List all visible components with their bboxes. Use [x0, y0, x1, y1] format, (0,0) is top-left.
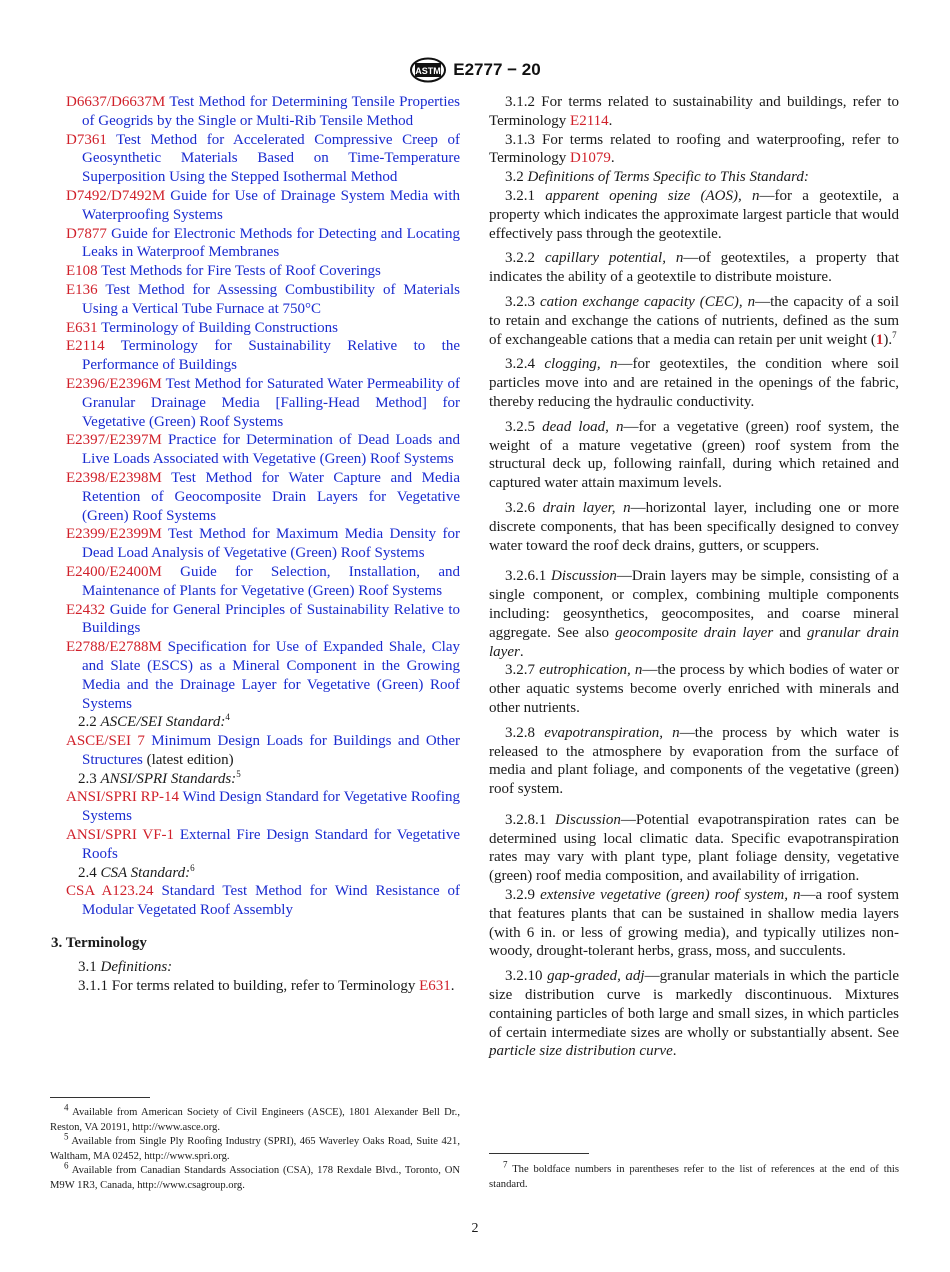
- ref-title[interactable]: Test Method for Accelerated Compressive Creep of Geosynthetic Materials Based on Time-Temperature Superposition Using the Stepped Isothermal Method: [82, 131, 460, 186]
- ref-e108[interactable]: [66, 262, 460, 281]
- ref-d6637-d6637m[interactable]: [66, 93, 460, 131]
- def-3-2-6-1: 3.2.6.1 Discussion—Drain layers may be simple, consisting of a single component, or complex, combining multiple components including: geosynthetics, geocomposites, and coarse mineral aggregate. See also geocomposite drain layer and granular drain layer.: [489, 568, 900, 660]
- section-3-1: 3.1 Definitions:: [78, 958, 173, 975]
- ref-code[interactable]: E108: [66, 263, 98, 280]
- footnote-6: $^6$ Available from Canadian Standards Association (CSA), 178 Rexdale Blvd., Toronto, ON M9W 1R3, Canada, http://www.csagroup.org.: [50, 1160, 460, 1191]
- section-3-2: 3.2 Definitions of Terms Specific to This Standard:: [505, 169, 809, 186]
- ref-code[interactable]: E2396/E2396M: [66, 375, 162, 392]
- def-3-2-8: 3.2.8 evapotranspiration, n—the process by which water is released to the atmosphere by evaporation from the surface of media and plant foliage, and components of the vegetative (green) roof system.: [489, 724, 900, 798]
- ref-title[interactable]: Test Method for Assessing Combustibility of Materials Using a Vertical Tube Furnace at 750°C: [82, 281, 461, 317]
- ref-code[interactable]: E2432: [66, 601, 106, 618]
- ref-code[interactable]: D7361: [66, 131, 107, 148]
- referenced-documents-list: [66, 93, 460, 713]
- ref-e2396-e2396m[interactable]: [66, 375, 460, 431]
- ref-code[interactable]: E2788/E2788M: [66, 639, 162, 656]
- footnote-5: $^5$ Available from Single Ply Roofing Industry (SPRI), 465 Waverley Oaks Road, Suite 421, Waltham, MA 02452, http://www.spri.org.: [50, 1131, 460, 1162]
- ref-ansi-spri-rp-14[interactable]: ANSI/SPRI RP-14 Wind Design Standard for Vegetative Roofing Systems: [66, 789, 460, 825]
- def-3-2-10: 3.2.10 gap-graded, adj—granular materials in which the particle size distribution curve is markedly discontinuous. Mixtures containing particles of both large and small sizes, in which particles of certain intermediate sizes are wholly or substantially absent. See particle size distribution curve.: [489, 968, 899, 1060]
- ref-title[interactable]: Test Method for Maximum Media Density for Dead Load Analysis of Vegetative (Green) Roof Systems: [82, 526, 460, 562]
- standard-designation: E2777 − 20: [453, 60, 541, 79]
- terminology-heading: 3. Terminology: [51, 935, 147, 952]
- footnote-rule-left: [50, 1097, 150, 1098]
- ref-title[interactable]: Specification for Use of Expanded Shale, Clay and Slate (ESCS) as a Mineral Component in the Growing Media and the Drainage Layer for Vegetative (Green) Roof Systems: [82, 639, 460, 712]
- link-d1079[interactable]: D1079: [570, 150, 611, 167]
- section-3-1-1: 3.1.1 For terms related to building, refer to Terminology E631.: [78, 977, 455, 994]
- ref-title[interactable]: Guide for Use of Drainage System Media with Waterproofing Systems: [82, 187, 460, 223]
- ref-ansi-spri-vf-1[interactable]: ANSI/SPRI VF-1 External Fire Design Standard for Vegetative Roofs: [66, 827, 460, 862]
- ref-code[interactable]: E136: [66, 281, 98, 298]
- page-number: 2: [471, 1221, 479, 1236]
- section-3-1-3: 3.1.3 For terms related to roofing and waterproofing, refer to Terminology D1079.: [489, 131, 899, 167]
- ref-e631[interactable]: [66, 319, 460, 338]
- ref-e2398-e2398m[interactable]: [66, 469, 460, 525]
- ref-title[interactable]: Terminology of Building Constructions: [101, 319, 339, 336]
- footnote-4: $^4$ Available from American Society of Civil Engineers (ASCE), 1801 Alexander Bell Dr., Reston, VA 20191, http://www.asce.org.: [50, 1102, 460, 1133]
- footnote-rule-right: [489, 1153, 589, 1154]
- left-column: [51, 93, 461, 995]
- def-3-2-4: 3.2.4 clogging, n—for geotextiles, the condition where soil particles move into and are retained in the openings of the fabric, thereby reducing the hydraulic conductivity.: [489, 356, 899, 410]
- ref-title[interactable]: Guide for General Principles of Sustainability Relative to Buildings: [82, 601, 460, 637]
- right-column: [489, 93, 899, 1061]
- astm-logo-icon: [409, 57, 447, 83]
- ref-title[interactable]: Terminology for Sustainability Relative to the Performance of Buildings: [82, 338, 461, 374]
- ref-e2399-e2399m[interactable]: [66, 525, 460, 563]
- def-3-2-6: 3.2.6 drain layer, n—horizontal layer, including one or more discrete components, that has been specifically designed to convey water toward the roof deck drains, gutters, or scuppers.: [489, 499, 899, 554]
- ref-e2432[interactable]: [66, 601, 460, 639]
- ref-csa-a123-24[interactable]: CSA A123.24 Standard Test Method for Wind Resistance of Modular Vegetated Roof Assembly: [66, 883, 461, 919]
- ref-d7492-d7492m[interactable]: [66, 187, 460, 225]
- ref-title[interactable]: Test Methods for Fire Tests of Roof Coverings: [101, 263, 381, 280]
- ref-e136[interactable]: [66, 281, 460, 319]
- ref-d7877[interactable]: [66, 225, 460, 263]
- ref-title[interactable]: Guide for Selection, Installation, and Maintenance of Plants for Vegetative (Green) Roof Systems: [82, 563, 461, 599]
- ref-code[interactable]: D6637/D6637M: [66, 94, 166, 110]
- footnotes-right: [489, 1159, 899, 1192]
- ref-title[interactable]: Test Method for Determining Tensile Properties of Geogrids by the Single or Multi-Rib Tensile Method: [82, 94, 460, 129]
- ref-e2788-e2788m[interactable]: [66, 638, 460, 713]
- def-3-2-2: 3.2.2 capillary potential, n—of geotextiles, a property that indicates the ability of a geotextile to distribute moisture.: [489, 250, 899, 286]
- ref-asce-sei-7[interactable]: ASCE/SEI 7 Minimum Design Loads for Buildings and Other Structures (latest edition): [66, 733, 460, 768]
- ref-code[interactable]: E2397/E2397M: [66, 432, 162, 449]
- def-3-2-7: 3.2.7 eutrophication, n—the process by which bodies of water or other aquatic systems become overly enriched with minerals and other nutrients.: [489, 662, 899, 716]
- def-3-2-5: 3.2.5 dead load, n—for a vegetative (green) roof system, the weight of a mature vegetative (green) roof system from the structural deck up, following rainfall, during which retained and captured water attain maximum levels.: [489, 418, 899, 492]
- ref-e2397-e2397m[interactable]: [66, 431, 460, 469]
- section-2-3: 2.3 ANSI/SPRI Standards:$^5$: [78, 768, 241, 787]
- def-3-2-9: 3.2.9 extensive vegetative (green) roof system, n—a roof system that features plants that can be sustained in shallow media layers (with 6 in. or less of growing media), and typically utilizes non-woody, drought-tolerant herbs, grass, moss, and succulents.: [489, 887, 900, 960]
- footnotes-left: [50, 1102, 460, 1194]
- ref-link-1[interactable]: 1: [875, 331, 884, 348]
- link-e631[interactable]: E631: [419, 977, 451, 994]
- ref-title[interactable]: Practice for Determination of Dead Loads and Live Loads Associated with Vegetative (Green) Roof Systems: [82, 432, 461, 468]
- ref-code[interactable]: E2399/E2399M: [66, 526, 162, 543]
- link-e2114[interactable]: E2114: [570, 112, 609, 129]
- def-3-2-8-1: 3.2.8.1 Discussion—Potential evapotranspiration rates can be determined using local climatic data. Specific evapotranspiration rates may vary with plant type, plant foliage density, vegetative (green) roof media composition, and availability of irrigation.: [489, 811, 899, 885]
- section-2-2: 2.2 ASCE/SEI Standard:$^4$: [78, 712, 230, 731]
- ref-code[interactable]: E2400/E2400M: [66, 563, 162, 580]
- footnote-7: $^7$ The boldface numbers in parentheses refer to the list of references at the end of this standard.: [489, 1159, 899, 1190]
- ref-code[interactable]: E2114: [66, 338, 105, 355]
- def-3-2-3: 3.2.3 cation exchange capacity (CEC), n—the capacity of a soil to retain and exchange the cations of nutrients, defined as the sum of exchangeable cations that a media can retain per unit weight (1).$^7$: [489, 293, 899, 348]
- ref-d7361[interactable]: [66, 131, 460, 187]
- section-2-4: 2.4 CSA Standard:$^6$: [78, 862, 195, 881]
- section-3-1-2: 3.1.2 For terms related to sustainability and buildings, refer to Terminology E2114.: [489, 94, 899, 129]
- ref-code[interactable]: E631: [66, 319, 98, 336]
- svg-text:ASTM: ASTM: [415, 66, 442, 76]
- ref-code[interactable]: E2398/E2398M: [66, 469, 162, 486]
- ref-title[interactable]: Guide for Electronic Methods for Detecting and Locating Leaks in Waterproof Membranes: [82, 225, 460, 261]
- ref-code[interactable]: D7877: [66, 225, 107, 242]
- ref-code[interactable]: D7492/D7492M: [66, 187, 166, 204]
- def-3-2-1: 3.2.1 apparent opening size (AOS), n—for a geotextile, a property which indicates the approximate largest particle that would effectively pass through the geotextile.: [489, 187, 899, 242]
- ref-title[interactable]: Test Method for Water Capture and Media Retention of Geocomposite Drain Layers for Vegetative (Green) Roof Systems: [82, 469, 460, 524]
- ref-e2114[interactable]: [66, 337, 460, 375]
- ref-title[interactable]: Test Method for Saturated Water Permeability of Granular Drainage Media [Falling-Head Method] for Vegetative (Green) Roof Systems: [82, 375, 460, 430]
- page-header: [0, 56, 950, 84]
- ref-e2400-e2400m[interactable]: [66, 563, 460, 601]
